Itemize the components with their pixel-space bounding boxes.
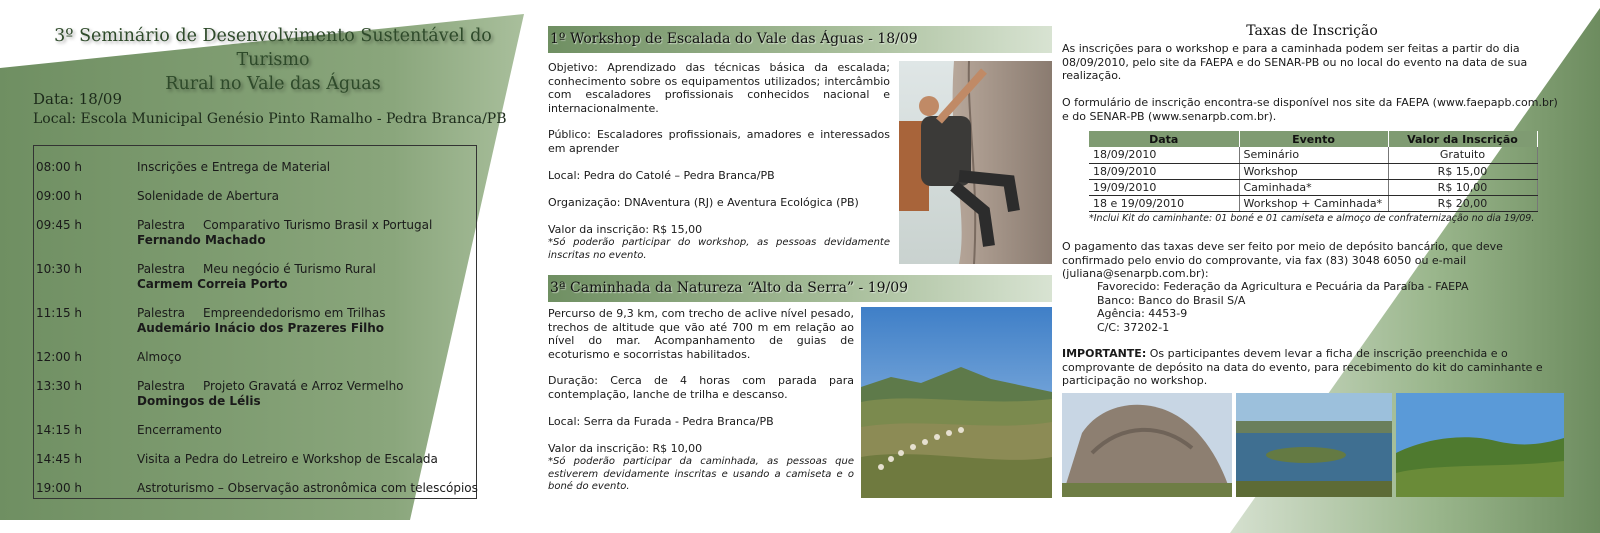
table-cell: 18 e 19/09/2010 (1089, 195, 1239, 211)
schedule-description: Encerramento (137, 423, 222, 437)
schedule-time: 13:30 h (36, 379, 83, 393)
taxas-payment: O pagamento das taxas deve ser feito por meio de depósito bancário, que deve confirmado pelo envio do comprovante, via fax (83) 3048 6050 ou e-mail (juliana@senarpb.com.br): (1062, 240, 1503, 280)
schedule-description: Inscrições e Entrega de Material (137, 160, 331, 174)
workshop-audience: Público: Escaladores profissionais, amadores e interessados em aprender (548, 128, 890, 155)
fee-table-note: *Inclui Kit do caminhante: 01 boné e 01 camiseta e almoço de confraternização no dia 19/09. (1089, 213, 1535, 224)
workshop-organization: Organização: DNAventura (RJ) e Aventura Ecológica (PB) (548, 196, 859, 209)
workshop-header: 1º Workshop de Escalada do Vale das Águas - 18/09 (548, 26, 1052, 53)
schedule-time: 08:00 h (36, 160, 83, 174)
table-cell: 18/09/2010 (1089, 147, 1239, 163)
schedule-speaker: Carmem Correia Porto (137, 277, 288, 291)
schedule-box (33, 145, 477, 499)
bank-favorecido: Favorecido: Federação da Agricultura e Pecuária da Paraíba - FAEPA (1097, 280, 1469, 293)
workshop-objective: Objetivo: Aprendizado das técnicas básica da escalada; conhecimento sobre os equipamentos utilizados; intercâmbio com escaladores profissionais conhecidos nacional e internacionalmente. (548, 61, 890, 115)
table-cell: Seminário (1239, 147, 1388, 163)
schedule-description (137, 218, 432, 233)
bank-name: Banco: Banco do Brasil S/A (1097, 293, 1246, 307)
bank-agency: Agência: 4453-9 (1097, 307, 1188, 320)
bank-details (1097, 280, 1557, 334)
caminhada-duration: Duração: Cerca de 4 horas com parada para contemplação, lanche de trilha e descanso. (548, 374, 854, 401)
schedule-description: Astroturismo – Observação astronômica com telescópios (137, 481, 478, 495)
schedule-topic: Projeto Gravatá e Arroz Vermelho (203, 379, 404, 393)
column-header-data: Data (1089, 131, 1239, 147)
schedule-speaker: Fernando Machado (137, 233, 266, 247)
column-header-evento: Evento (1239, 131, 1388, 147)
schedule-topic: Empreendedorismo em Trilhas (203, 306, 386, 320)
schedule-time: 11:15 h (36, 306, 83, 320)
table-cell: R$ 10,00 (1388, 179, 1537, 195)
workshop-price: Valor da inscrição: R$ 15,00 (548, 223, 703, 236)
schedule-time: 14:45 h (36, 452, 83, 466)
schedule-time: 12:00 h (36, 350, 83, 364)
caminhada-header: 3ª Caminhada da Natureza “Alto da Serra” - 19/09 (548, 275, 1052, 302)
bank-account: C/C: 37202-1 (1097, 320, 1170, 334)
schedule-description (137, 379, 404, 394)
schedule-description (137, 262, 376, 277)
fee-table (1089, 131, 1538, 212)
hill-photo (1396, 393, 1564, 497)
schedule-description: Visita a Pedra do Letreiro e Workshop de Escalada (137, 452, 438, 466)
seminar-location: Local: Escola Municipal Genésio Pinto Ramalho - Pedra Branca/PB (33, 111, 507, 127)
schedule-time: 09:45 h (36, 218, 83, 232)
fee-table-header (1089, 131, 1537, 147)
schedule-time: 19:00 h (36, 481, 83, 495)
important-label: IMPORTANTE: (1062, 347, 1147, 360)
schedule-topic: Comparativo Turismo Brasil x Portugal (203, 218, 433, 232)
schedule-kind: Palestra (137, 218, 186, 232)
important-text: Os participantes devem levar a ficha de inscrição preenchida e o comprovante de depósito na data do evento, para recebimento do kit do caminhante e participação no workshop. (1062, 347, 1543, 387)
table-cell: R$ 20,00 (1388, 195, 1537, 211)
seminar-date: Data: 18/09 (33, 90, 122, 108)
table-cell: Workshop (1239, 163, 1388, 179)
schedule-speaker: Domingos de Lélis (137, 394, 261, 408)
schedule-time: 10:30 h (36, 262, 83, 276)
table-cell: Workshop + Caminhada* (1239, 195, 1388, 211)
schedule-speaker: Audemário Inácio dos Prazeres Filho (137, 321, 385, 335)
table-row (1089, 163, 1537, 179)
taxas-form-info: O formulário de inscrição encontra-se disponível nos site da FAEPA (www.faepapb.com.br) e do SENAR-PB (www.senarpb.com.br). (1062, 96, 1558, 123)
taxas-intro: As inscrições para o workshop e para a caminhada podem ser feitas a partir do dia 08/09/2010, pelo site da FAEPA e do SENAR-PB ou no local do evento na data de sua realização. (1062, 42, 1528, 82)
seminar-title-line2: Rural no Vale das Águas (165, 74, 381, 94)
table-cell: Caminhada* (1239, 179, 1388, 195)
workshop-note: *Só poderão participar do workshop, as pessoas devidamente inscritas no evento. (548, 237, 890, 261)
climber-photo (899, 61, 1052, 264)
workshop-location: Local: Pedra do Catolé – Pedra Branca/PB (548, 169, 775, 182)
lake-photo (1236, 393, 1392, 497)
schedule-description: Almoço (137, 350, 182, 364)
table-row (1089, 179, 1537, 195)
schedule-kind: Palestra (137, 262, 186, 276)
seminar-title (18, 24, 528, 96)
schedule-kind: Palestra (137, 379, 186, 393)
table-cell: R$ 15,00 (1388, 163, 1537, 179)
hike-photo (861, 307, 1052, 498)
caminhada-location: Local: Serra da Furada - Pedra Branca/PB (548, 415, 774, 428)
seminar-title-line1: 3º Seminário de Desenvolvimento Sustentável do Turismo (54, 26, 492, 70)
schedule-time: 09:00 h (36, 189, 83, 203)
table-row (1089, 147, 1537, 163)
column-header-valor: Valor da Inscrição (1388, 131, 1537, 147)
caminhada-price: Valor da inscrição: R$ 10,00 (548, 442, 703, 455)
table-row (1089, 195, 1537, 211)
schedule-topic: Meu negócio é Turismo Rural (203, 262, 376, 276)
caminhada-note: *Só poderão participar da caminhada, as pessoas que estiverem devidamente inscritas e usando a camiseta e o boné do evento. (548, 456, 854, 492)
table-cell: 18/09/2010 (1089, 163, 1239, 179)
caminhada-route: Percurso de 9,3 km, com trecho de aclive nível pesado, trechos de altitude que vão até 700 m em relação ao nível do mar. Acompanhamento de guias de ecoturismo e socorristas habilitados. (548, 307, 854, 361)
important-notice (1062, 347, 1562, 388)
rock-photo (1062, 393, 1232, 497)
schedule-description (137, 306, 386, 321)
table-cell: 19/09/2010 (1089, 179, 1239, 195)
schedule-description: Solenidade de Abertura (137, 189, 279, 203)
schedule-time: 14:15 h (36, 423, 83, 437)
schedule-kind: Palestra (137, 306, 186, 320)
taxas-title: Taxas de Inscrição (1246, 23, 1378, 39)
table-cell: Gratuito (1388, 147, 1537, 163)
